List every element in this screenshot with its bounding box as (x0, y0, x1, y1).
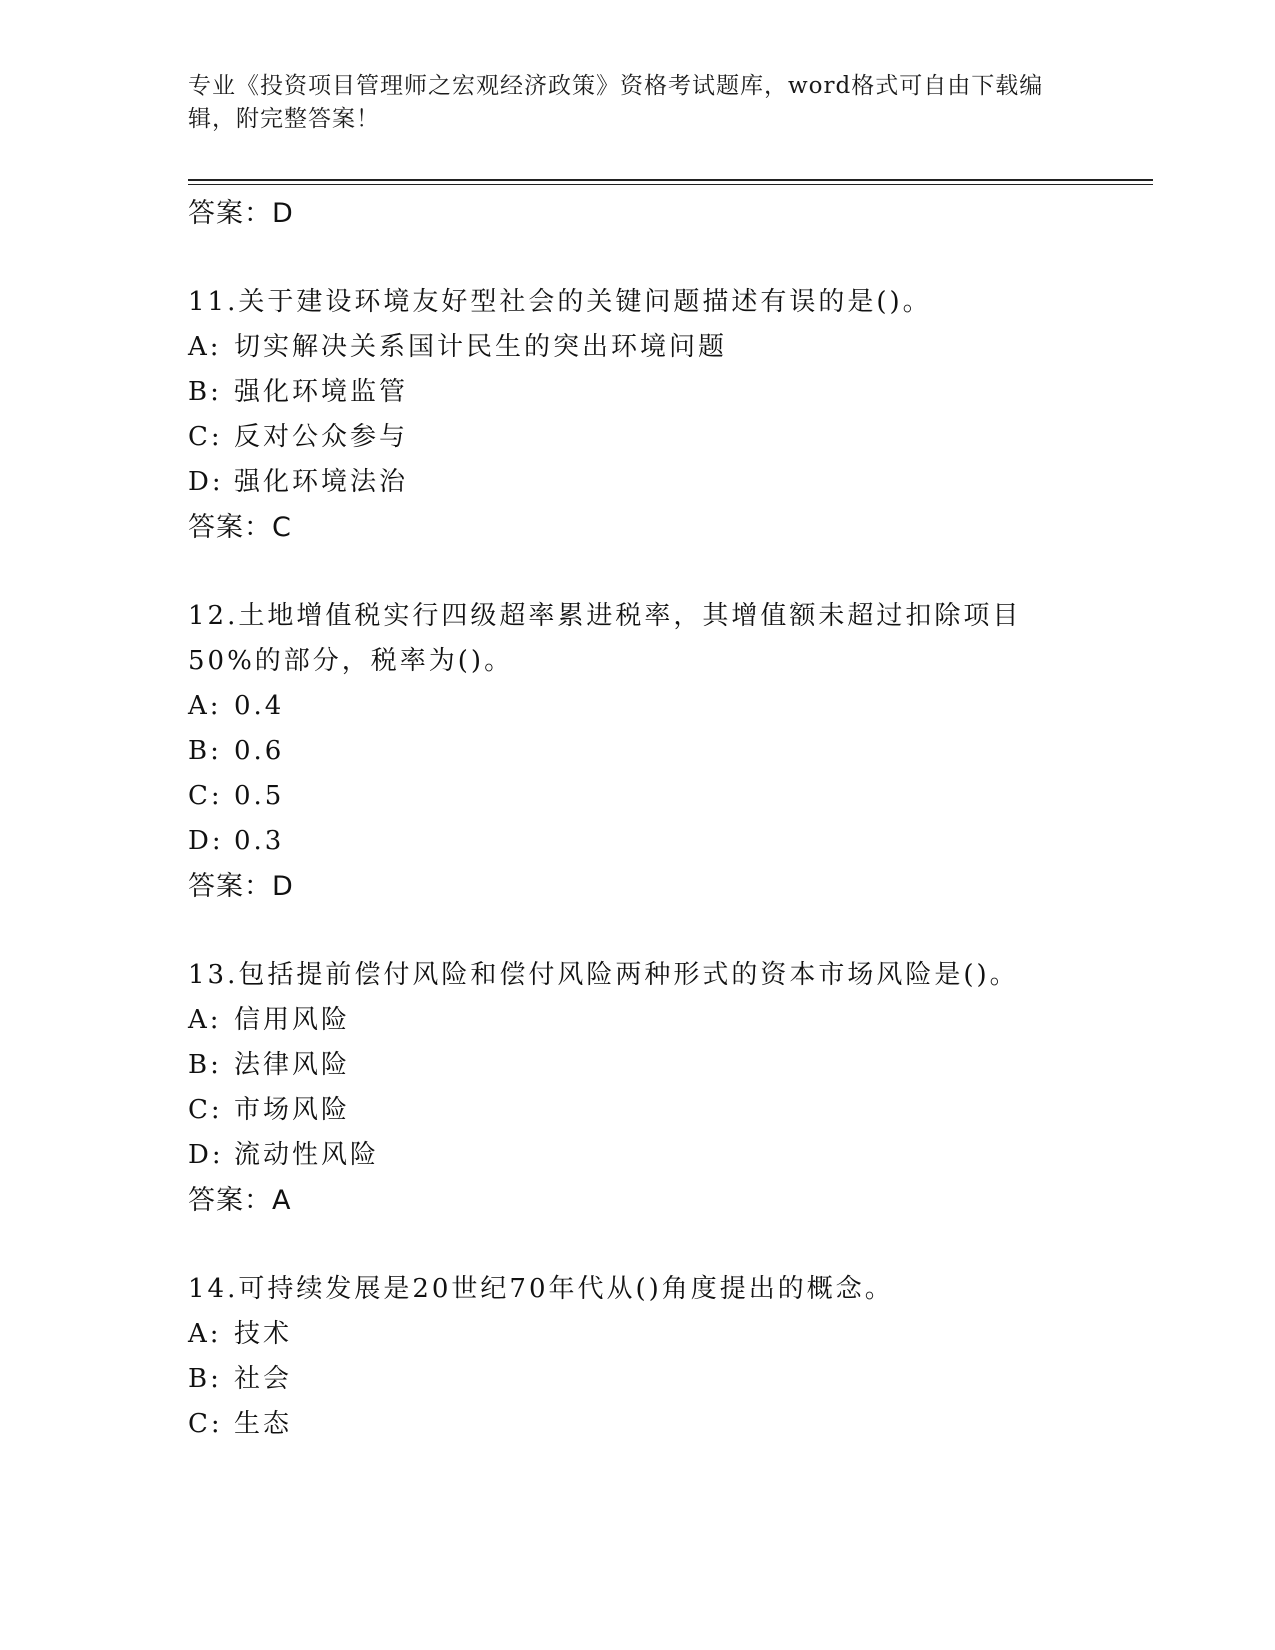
option-d (188, 1133, 1088, 1178)
header-divider-thin (188, 184, 1153, 185)
spacer (188, 1220, 1088, 1267)
option-key: C: (188, 1409, 223, 1439)
option-text: 法律风险 (234, 1050, 351, 1080)
option-key: D: (188, 467, 224, 497)
option-text: 市场风险 (234, 1095, 351, 1125)
answer-line: 答案：D (188, 198, 294, 229)
option-key: A: (188, 1319, 222, 1349)
option-b (188, 370, 1088, 415)
header-divider-thick (188, 179, 1153, 181)
spacer (188, 547, 1088, 594)
option-text: 反对公众参与 (234, 422, 409, 452)
option-c (188, 774, 1088, 819)
option-a (188, 1312, 1088, 1357)
option-key: A: (188, 332, 222, 362)
option-key: C: (188, 1095, 223, 1125)
option-text: 信用风险 (234, 1005, 351, 1035)
option-text: 技术 (234, 1319, 293, 1349)
answer-line: 答案：C (188, 512, 292, 543)
option-key: A: (188, 1005, 222, 1035)
spacer (188, 233, 1088, 280)
option-a (188, 325, 1088, 370)
option-c (188, 1402, 1088, 1447)
option-b (188, 1357, 1088, 1402)
option-key: B: (188, 736, 222, 766)
question-stem: 14.可持续发展是20世纪70年代从()角度提出的概念。 (188, 1274, 894, 1304)
question-stem: 12.土地增值税实行四级超率累进税率，其增值额未超过扣除项目50%的部分，税率为()。 (188, 601, 1022, 676)
option-b (188, 1043, 1088, 1088)
option-text: 0.6 (234, 736, 285, 766)
option-text: 强化环境法治 (234, 467, 409, 497)
option-key: D: (188, 826, 224, 856)
option-text: 强化环境监管 (234, 377, 409, 407)
option-key: C: (188, 422, 223, 452)
option-d (188, 460, 1088, 505)
option-text: 0.4 (234, 691, 285, 721)
question-block (188, 953, 1088, 1220)
option-text: 生态 (234, 1409, 293, 1439)
question-list (188, 191, 1088, 1447)
question-block (188, 280, 1088, 547)
option-text: 流动性风险 (234, 1140, 380, 1170)
option-text: 0.5 (234, 781, 285, 811)
answer-line: 答案：A (188, 1185, 292, 1216)
option-c (188, 415, 1088, 460)
option-key: C: (188, 781, 223, 811)
option-a (188, 684, 1088, 729)
option-key: B: (188, 1050, 222, 1080)
option-d (188, 819, 1088, 864)
option-text: 切实解决关系国计民生的突出环境问题 (234, 332, 728, 362)
option-text: 0.3 (234, 826, 285, 856)
option-a (188, 998, 1088, 1043)
option-key: A: (188, 691, 222, 721)
question-stem: 11.关于建设环境友好型社会的关键问题描述有误的是()。 (188, 287, 932, 317)
question-block (188, 594, 1088, 906)
option-text: 社会 (234, 1364, 293, 1394)
question-block (188, 1267, 1088, 1447)
option-key: D: (188, 1140, 224, 1170)
option-c (188, 1088, 1088, 1133)
spacer (188, 906, 1088, 953)
question-stem: 13.包括提前偿付风险和偿付风险两种形式的资本市场风险是()。 (188, 960, 1019, 990)
answer-line: 答案：D (188, 871, 294, 902)
option-b (188, 729, 1088, 774)
header-note: 专业《投资项目管理师之宏观经济政策》资格考试题库，word格式可自由下载编辑，附完整答案！ (188, 73, 1044, 132)
option-key: B: (188, 1364, 222, 1394)
option-key: B: (188, 377, 222, 407)
